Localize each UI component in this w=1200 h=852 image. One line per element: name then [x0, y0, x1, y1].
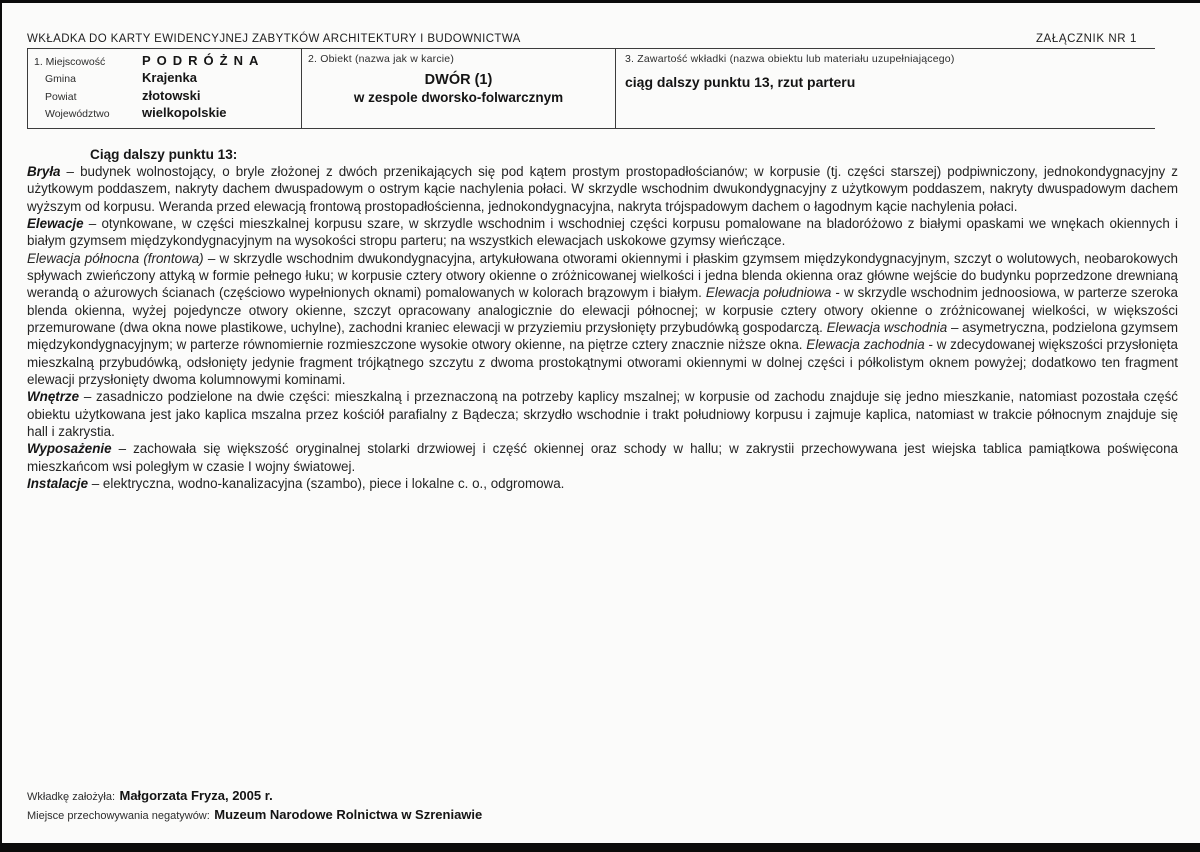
body-text: [27, 146, 1178, 493]
field-label: Gmina: [45, 73, 76, 86]
paragraph-segment: Elewacja północna (frontowa): [27, 250, 204, 266]
paragraph-segment: – w skrzydle wschodnim dwukondygnacyjna, artykułowana otworami okiennymi i płaskim gzymsem międzykondygnacyjnym, szczyt o wolutowych, neobarokowych spływach zwieńczony attyką w formie pełnego łuku; w korpusie cztery otwory okienne o zróżnicowanej wielkości i jedna blenda okienna oraz główne wejście do budynku poprzedzone drewnianą werandą o ażurowych ścianach (częściowo wypełnionych oknami) pomalowanych w kolorach brązowym i białym.: [27, 250, 1178, 301]
footer-value: Muzeum Narodowe Rolnictwa w Szreniawie: [214, 807, 483, 822]
field-label: 2. Obiekt (nazwa jak w karcie): [308, 53, 455, 65]
body-paragraph: [27, 475, 1178, 492]
footer: [27, 787, 482, 825]
paragraph-segment: – otynkowane, w części mieszkalnej korpusu szare, w skrzydle wschodnim i wschodniej części korpusu pomalowane na bladoróżowo z białymi opaskami we wnękach okiennych i białym gzymsem międzykondygnacyjnym na wysokości stropu parteru; na wszystkich elewacjach uskokowe gzymsy wieńczące.: [27, 216, 1178, 249]
footer-label: Wkładkę założyła:: [27, 791, 116, 803]
location-row-powiat: [34, 88, 295, 105]
paragraph-segment: - w zdecydowanej większości przysłonięta mieszkalną przybudówką, odsłonięty jedynie fragment trójkątnego szczytu z dwoma prostokątnymi otworami okiennymi w dolnej części i półkolistym oknem powyżej; dodatkowo ten fragment elewacji przysłonięty dwoma kolumnowymi kominami.: [27, 337, 1179, 388]
paragraph-segment: - w skrzydle wschodnim jednoosiowa, w parterze szeroka blenda okienna, wyżej pojedyncze otwory okienne, szczyt opracowany analogicznie do elewacji północnej; w korpusie cztery otwory okienne o zróżnicowanej wielkości, w większości przemurowane (dwa okna nowe plastikowe, uchylne), zachodni kraniec elewacji w przyziemiu przysłonięty przybudówką gospodarczą.: [27, 285, 1178, 336]
attachment-label: ZAŁĄCZNIK NR 1: [1035, 33, 1137, 45]
paragraph-segment: Elewacja wschodnia: [826, 320, 948, 336]
header-title-row: [27, 33, 1155, 48]
paragraph-segment: Wyposażenie: [27, 441, 112, 457]
paragraph-segment: Instalacje: [27, 476, 89, 492]
footer-negatives: [27, 806, 482, 825]
body-paragraph: [27, 215, 1178, 250]
paragraph-segment: Elewacja południowa: [705, 285, 832, 301]
location-row-wojewodztwo: [34, 105, 295, 122]
paragraph-segment: Elewacje: [27, 216, 84, 231]
footer-value: Małgorzata Fryza, 2005 r.: [119, 788, 273, 803]
object-name: DWÓR (1): [424, 72, 493, 88]
field-object: [301, 49, 615, 128]
field-value: PODRÓŻNA: [142, 53, 265, 68]
paragraph-segment: Bryła: [27, 163, 61, 179]
paragraph-segment: – asymetryczna, podzielona gzymsem międzykondygnacyjnym; w parterze równomiernie rozmieszczone wysokie otwory okienne, na piętrze cztery znacznie niższe okna.: [27, 320, 1179, 353]
body-paragraph: [27, 440, 1178, 475]
field-contents: [615, 49, 1155, 128]
form-title: WKŁADKA DO KARTY EWIDENCYJNEJ ZABYTKÓW ARCHITEKTURY I BUDOWNICTWA: [27, 33, 521, 45]
object-complex: w zespole dworsko-folwarcznym: [353, 90, 564, 105]
location-row-miejscowosc: [34, 53, 295, 70]
paragraph-segment: – zachowała się większość oryginalnej stolarki drzwiowej i część okiennej oraz schody w hallu; w zakrystii przechowywana jest wiejska tablica pamiątkowa poświęcona mieszkańcom wsi poległym w czasie I wojny światowej.: [27, 441, 1178, 474]
footer-created-by: [27, 787, 482, 806]
field-label: Województwo: [45, 108, 110, 121]
location-row-gmina: [34, 70, 295, 87]
paragraph-segment: – elektryczna, wodno-kanalizacyjna (szambo), piece i lokalne c. o., odgromowa.: [88, 476, 565, 492]
header: [27, 33, 1155, 129]
field-location: [28, 49, 301, 128]
paragraph-segment: – budynek wolnostojący, o bryle złożonej z dwóch przenikających się pod kątem prostym prostopadłościanów; w korpusie (tj. części starszej) podpiwniczony, jednokondygnacyjny z użytkowym poddaszem, nakryty dachem dwuspadowym o ostrym kącie nachylenia połaci. W skrzydle wschodnim dwukondygnacyjny z użytkowym poddaszem, nakryty dwuspadowym dachem wyższym od korpusu. Weranda przed elewacją frontową prostopadłościenna, jednokondygnacyjna, nakryta trójspadowym dachem o łagodnym kącie nachylenia połaci.: [27, 163, 1178, 214]
footer-label: Miejsce przechowywania negatywów:: [27, 810, 210, 822]
field-label: Powiat: [45, 90, 77, 103]
field-value: Krajenka: [142, 70, 197, 86]
field-label: 3. Zawartość wkładki (nazwa obiektu lub materiału uzupełniającego): [625, 53, 955, 65]
paragraph-segment: Elewacja zachodnia: [806, 337, 925, 353]
body-heading: Ciąg dalszy punktu 13:: [90, 146, 238, 162]
header-table: [27, 48, 1155, 129]
body-paragraph: [27, 250, 1178, 389]
paragraph-segment: Wnętrze: [27, 389, 80, 405]
field-value: złotowski: [142, 87, 201, 103]
paragraphs-container: [27, 163, 1178, 493]
field-label: 1. Miejscowość: [34, 56, 106, 68]
document-page: [2, 3, 1200, 843]
field-value: wielkopolskie: [142, 105, 227, 121]
body-paragraph: [27, 388, 1178, 440]
object-values: [308, 72, 609, 105]
paragraph-segment: – zasadniczo podzielone na dwie części: mieszkalną i przeznaczoną na potrzeby kaplicy mszalnej; w korpusie od zachodu znajduje się jedno mieszkanie, natomiast pozostała część obiektu użytkowana jest jako kaplica mszalna przez kościół parafialny z Bądecza; skrzydło wschodnie i trakt południowy korpusu i zajmuje kaplica, natomiast w trakcie północnym znajduje się hall i zakrystia.: [27, 389, 1178, 440]
contents-value: ciąg dalszy punktu 13, rzut parteru: [625, 74, 856, 90]
body-paragraph: [27, 163, 1178, 215]
